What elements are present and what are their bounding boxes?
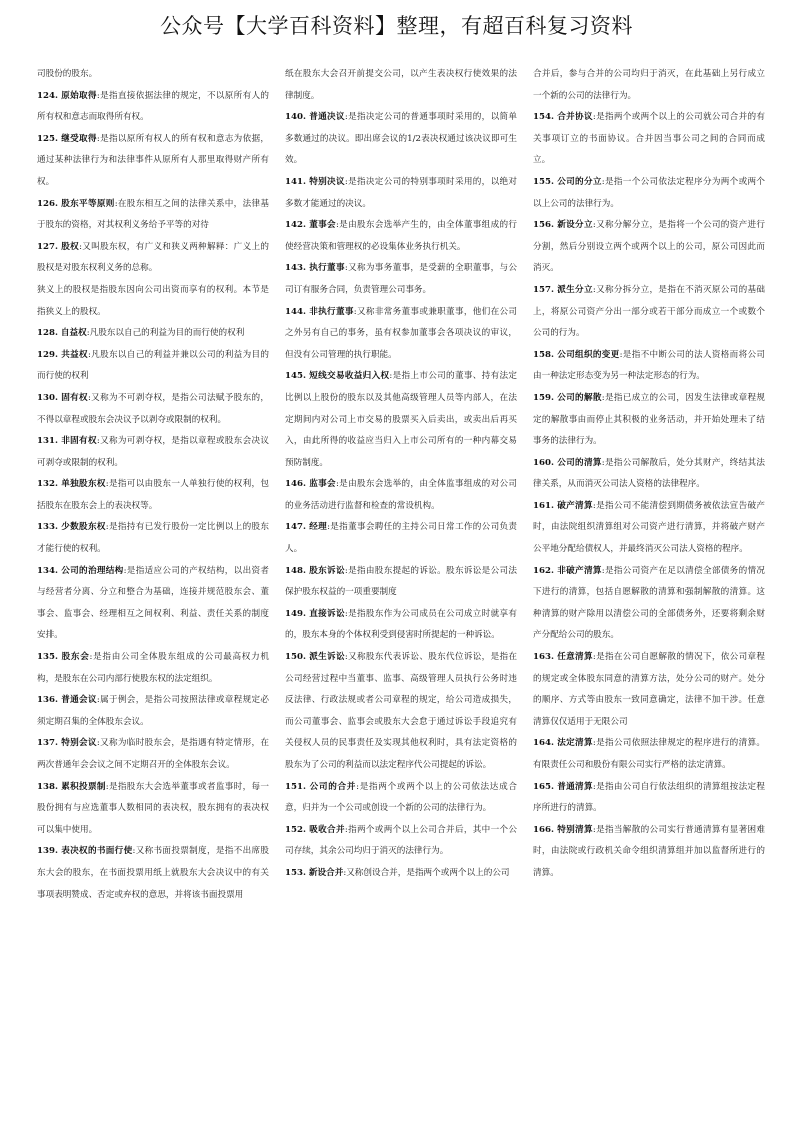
glossary-definition: :是指以原所有权人的所有权和意志为依据，通过某种法律行为和法律事件从原所有人那里取得财产所有权。 [37, 133, 269, 187]
glossary-entry [285, 777, 517, 820]
glossary-term: 126. 股东平等原则 [37, 198, 115, 209]
glossary-definition: :又称分解分立，是指将一个公司的资产进行分割，然后分别设立两个或两个以上的公司，原公司因此而消灭。 [533, 220, 765, 274]
glossary-term: 152. 吸收合并 [285, 824, 345, 835]
page-header: 公众号【大学百科资料】整理，有超百科复习资料 [160, 14, 633, 38]
glossary-entry [533, 388, 765, 453]
column-right [533, 64, 765, 906]
glossary-term: 160. 公司的清算 [533, 457, 602, 468]
glossary-term: 159. 公司的解散 [533, 392, 602, 403]
glossary-entry [533, 215, 765, 280]
glossary-entry [533, 280, 765, 345]
glossary-term: 129. 共益权 [37, 349, 88, 360]
glossary-definition: :凡股东以自己的利益为目的而行使的权利 [86, 328, 245, 339]
glossary-term: 128. 自益权 [37, 328, 87, 339]
glossary-term: 134. 公司的治理结构 [37, 565, 124, 576]
glossary-term: 155. 公司的分立 [533, 176, 602, 187]
glossary-definition: :又称为临时股东会，是指遇有特定情形，在两次普通年会会议之间不定期召开的全体股东会议。 [37, 738, 269, 770]
glossary-definition: :是指适应公司的产权结构，以出资者与经营者分离、分立和整合为基础，连接并规范股东会、董事会、监事会、经理相互之间权利、利益、责任关系的制度安排。 [37, 565, 269, 641]
glossary-term: 147. 经理 [285, 522, 328, 533]
glossary-term: 157. 派生分立 [533, 284, 593, 295]
glossary-entry [37, 129, 269, 194]
glossary-term: 135. 股东会 [37, 652, 90, 663]
glossary-definition: :是指股东大会选举董事或者监事时，每一股份拥有与应选董事人数相同的表决权，股东拥有的表决权可以集中使用。 [37, 781, 269, 835]
glossary-term: 145. 短线交易收益归入权 [285, 371, 390, 382]
glossary-term: 158. 公司组织的变更 [533, 349, 620, 360]
glossary-entry [533, 496, 765, 561]
glossary-term: 130. 固有权 [37, 392, 88, 403]
glossary-term: 141. 特别决议 [285, 176, 345, 187]
glossary-definition: :是指董事会聘任的主持公司日常工作的公司负责人。 [285, 522, 517, 555]
glossary-entry [285, 863, 517, 885]
glossary-definition: 狭义上的股权是指股东因向公司出资而享有的权利。本节是指狭义上的股权。 [37, 284, 269, 317]
glossary-entry [37, 280, 269, 323]
glossary-term: 132. 单独股东权 [37, 479, 106, 490]
glossary-term: 139. 表决权的书面行使 [37, 846, 133, 857]
glossary-definition: :指两个或两个以上公司合并后，其中一个公司存续，其余公司均归于消灭的法律行为。 [285, 824, 517, 857]
glossary-definition: :是指已成立的公司，因发生法律或章程规定的解散事由而停止其积极的业务活动，并开始处理未了结事务的法律行为。 [533, 392, 765, 447]
glossary-term: 124. 原始取得 [37, 90, 97, 101]
glossary-definition: :是指在公司自愿解散的情况下，依公司章程的规定或全体股东同意的清算方法，处分公司的财产。处分的顺序、方式等由股东一致同意确定，法律不加干涉。任意清算仅仅适用于无限公司 [533, 652, 765, 727]
glossary-term: 125. 继受取得 [37, 133, 97, 144]
glossary-definition: :又称分拆分立，是指在不消灭原公司的基础上，将原公司资产分出一部分或若干部分而成立一个或数个公司的行为。 [533, 284, 765, 339]
glossary-entry [37, 474, 269, 517]
glossary-definition: :凡股东以自己的利益并兼以公司的利益为目的而行使的权利 [37, 349, 269, 382]
glossary-entry [285, 474, 517, 517]
glossary-definition: :又称股东代表诉讼、股东代位诉讼，是指在公司经营过程中当董事、监事、高级管理人员执行公务时违反法律、行政法规或者公司章程的规定，给公司造成损失，而公司董事会、监事会或股东大会怠于通过诉讼手段追究有关侵权人员的民事责任及实现其他权利时，具有法定资格的股东为了公司的利益而以法定程序代公司提起的诉讼。 [285, 652, 517, 770]
glossary-term: 146. 监事会 [285, 479, 336, 490]
glossary-definition: :是指公司不能清偿到期债务被依法宣告破产时，由法院组织清算组对公司资产进行清算，并将破产财产公平地分配给债权人，并最终消灭公司法人资格的程序。 [533, 500, 765, 555]
glossary-definition: :又称为不可剥夺权，是指公司法赋予股东的，不得以章程或股东会决议予以剥夺或限制的权利。 [37, 392, 269, 425]
glossary-definition: 司股份的股东。 [37, 69, 98, 79]
glossary-entry [37, 86, 269, 129]
glossary-entry [533, 172, 765, 215]
glossary-entry [37, 64, 269, 86]
glossary-definition: :又称为可剥夺权，是指以章程或股东会决议可剥夺或限制的权利。 [37, 436, 269, 468]
glossary-definition: :属于例会，是指公司按照法律或章程规定必须定期召集的全体股东会议。 [37, 695, 269, 727]
glossary-term: 140. 普通决议 [285, 112, 345, 123]
glossary-definition: :是指不中断公司的法人资格而将公司由一种法定形态变为另一种法定形态的行为。 [533, 349, 765, 382]
glossary-term: 156. 新设分立 [533, 220, 593, 231]
glossary-entry [533, 647, 765, 733]
glossary-term: 137. 特别会议 [37, 738, 97, 749]
glossary-term: 151. 公司的合并 [285, 781, 357, 792]
glossary-definition: :是指由公司自行依法组织的清算组按法定程序所进行的清算。 [533, 781, 765, 814]
glossary-entry [285, 107, 517, 172]
glossary-entry [37, 431, 269, 474]
glossary-definition: 纸在股东大会召开前提交公司，以产生表决权行使效果的法律制度。 [285, 69, 517, 101]
glossary-definition: :又称创设合并，是指两个或两个以上的公司 [343, 867, 510, 878]
glossary-entry [533, 64, 765, 107]
glossary-entry [37, 194, 269, 237]
glossary-definition: :又称书面投票制度，是指不出席股东大会的股东，在书面投票用纸上就股东大会决议中的有关事项表明赞成、否定或弃权的意思，并将该书面投票用 [37, 846, 269, 900]
glossary-entry [285, 517, 517, 560]
glossary-term: 161. 破产清算 [533, 500, 593, 511]
glossary-entry [285, 561, 517, 604]
column-middle [285, 64, 517, 906]
glossary-entry [37, 517, 269, 560]
glossary-term: 154. 合并协议 [533, 112, 593, 123]
glossary-entry [37, 561, 269, 647]
glossary-entry [533, 561, 765, 647]
glossary-entry [37, 237, 269, 280]
glossary-term: 150. 派生诉讼 [285, 652, 345, 663]
glossary-term: 166. 特别清算 [533, 824, 593, 835]
glossary-columns [37, 64, 765, 906]
glossary-entry [37, 388, 269, 431]
glossary-term: 148. 股东诉讼 [285, 565, 345, 576]
glossary-entry [37, 777, 269, 842]
glossary-definition: :是指公司资产在足以清偿全部债务的情况下进行的清算，包括自愿解散的清算和强制解散的清算。这种清算的财产除用以清偿公司的全部债务外，还要将剩余财产分配给公司的股东。 [533, 565, 765, 641]
glossary-term: 165. 普通清算 [533, 781, 593, 792]
glossary-definition: :是指可以由股东一人单独行使的权利，包括股东在股东会上的表决权等。 [37, 479, 269, 511]
glossary-definition: :是由股东会选举产生的，由全体董事组成的行使经营决策和管理权的必设集体业务执行机关。 [285, 220, 517, 252]
glossary-definition: :是指由股东提起的诉讼。股东诉讼是公司法保护股东权益的一项重要制度 [285, 565, 517, 598]
glossary-definition: :又叫股东权，有广义和狭义两种解释：广义上的股权是对股东权利义务的总称。 [37, 241, 269, 274]
glossary-term: 138. 累积投票制 [37, 781, 106, 792]
glossary-term: 133. 少数股东权 [37, 522, 106, 533]
glossary-definition: :是指当解散的公司实行普通清算有显著困难时，由法院或行政机关命令组织清算组并加以监督所进行的清算。 [533, 824, 765, 878]
glossary-entry [285, 604, 517, 647]
glossary-definition: :在股东相互之间的法律关系中，法律基于股东的资格，对其权利义务给予平等的对待 [37, 198, 269, 231]
glossary-entry [533, 107, 765, 172]
glossary-definition: :是指一个公司依法定程序分为两个或两个以上公司的法律行为。 [533, 176, 765, 209]
glossary-term: 164. 法定清算 [533, 738, 593, 749]
column-left [37, 64, 269, 906]
glossary-entry [37, 841, 269, 906]
glossary-term: 162. 非破产清算 [533, 565, 602, 576]
glossary-entry [37, 323, 269, 345]
glossary-term: 136. 普通会议 [37, 695, 97, 706]
glossary-entry [285, 647, 517, 777]
glossary-entry [37, 690, 269, 733]
glossary-entry [285, 172, 517, 215]
glossary-term: 131. 非固有权 [37, 436, 97, 447]
glossary-term: 163. 任意清算 [533, 652, 593, 663]
glossary-entry [533, 453, 765, 496]
glossary-definition: :是由股东会选举的，由全体监事组成的对公司的业务活动进行监督和检查的常设机构。 [285, 479, 517, 511]
glossary-term: 142. 董事会 [285, 220, 336, 231]
glossary-definition: :是指公司依照法律规定的程序进行的清算。有限责任公司和股份有限公司实行严格的法定清算。 [533, 738, 765, 770]
glossary-definition: :是指由公司全体股东组成的公司最高权力机构，是股东在公司内部行使股东权的法定组织。 [37, 652, 269, 684]
glossary-term: 127. 股权 [37, 241, 80, 252]
glossary-entry [533, 777, 765, 820]
glossary-entry [533, 820, 765, 885]
glossary-entry [533, 733, 765, 776]
glossary-term: 153. 新设合并 [285, 867, 344, 878]
glossary-definition: :是指公司解散后，处分其财产，终结其法律关系，从而消灭公司法人资格的法律程序。 [533, 457, 765, 490]
glossary-term: 149. 直接诉讼 [285, 608, 345, 619]
glossary-entry [37, 647, 269, 690]
glossary-definition: :是指上市公司的董事、持有法定比例以上股份的股东以及其他高级管理人员等内部人，在法定期间内对公司上市交易的股票买入后卖出，或卖出后再买入，由此所得的收益应当归入上市公司所有的一种内幕交易预防制度。 [285, 371, 517, 468]
glossary-entry [285, 820, 517, 863]
glossary-term: 144. 非执行董事 [285, 306, 354, 317]
glossary-entry [285, 215, 517, 258]
glossary-definition: :是指直接依据法律的规定，不以原所有人的所有权和意志而取得所有权。 [37, 90, 269, 123]
glossary-entry [285, 258, 517, 301]
glossary-definition: :是指决定公司的特别事项时采用的，以绝对多数才能通过的决议。 [285, 176, 517, 209]
glossary-definition: 合并后，参与合并的公司均归于消灭，在此基础上另行成立一个新的公司的法律行为。 [533, 69, 765, 101]
glossary-definition: :又称为事务董事，是受薪的全职董事，与公司订有服务合同，负责管理公司事务。 [285, 263, 517, 295]
glossary-entry [533, 345, 765, 388]
glossary-entry [285, 302, 517, 367]
glossary-definition: :又称非常务董事或兼职董事，他们在公司之外另有自己的事务，虽有权参加董事会各项决议的审议，但没有公司管理的执行职能。 [285, 306, 517, 360]
glossary-definition: :是指股东作为公司成员在公司成立时就享有的，股东本身的个体权利受到侵害时所提起的一种诉讼。 [285, 608, 517, 641]
glossary-definition: :是指持有已发行股份一定比例以上的股东才能行使的权利。 [37, 522, 269, 555]
glossary-entry [285, 366, 517, 474]
glossary-term: 143. 执行董事 [285, 263, 345, 274]
glossary-entry [37, 733, 269, 776]
glossary-entry [37, 345, 269, 388]
glossary-definition: :是指两个或两个以上的公司依法达成合意，归并为一个公司或创设一个新的公司的法律行为。 [285, 781, 517, 814]
glossary-definition: :是指决定公司的普通事项时采用的，以简单多数通过的决议。即出席会议的1/2表决权通过该决议即可生效。 [285, 112, 517, 166]
glossary-entry [285, 64, 517, 107]
glossary-definition: :是指两个或两个以上的公司就公司合并的有关事项订立的书面协议。合并因当事公司之间的合同而成立。 [533, 112, 765, 166]
